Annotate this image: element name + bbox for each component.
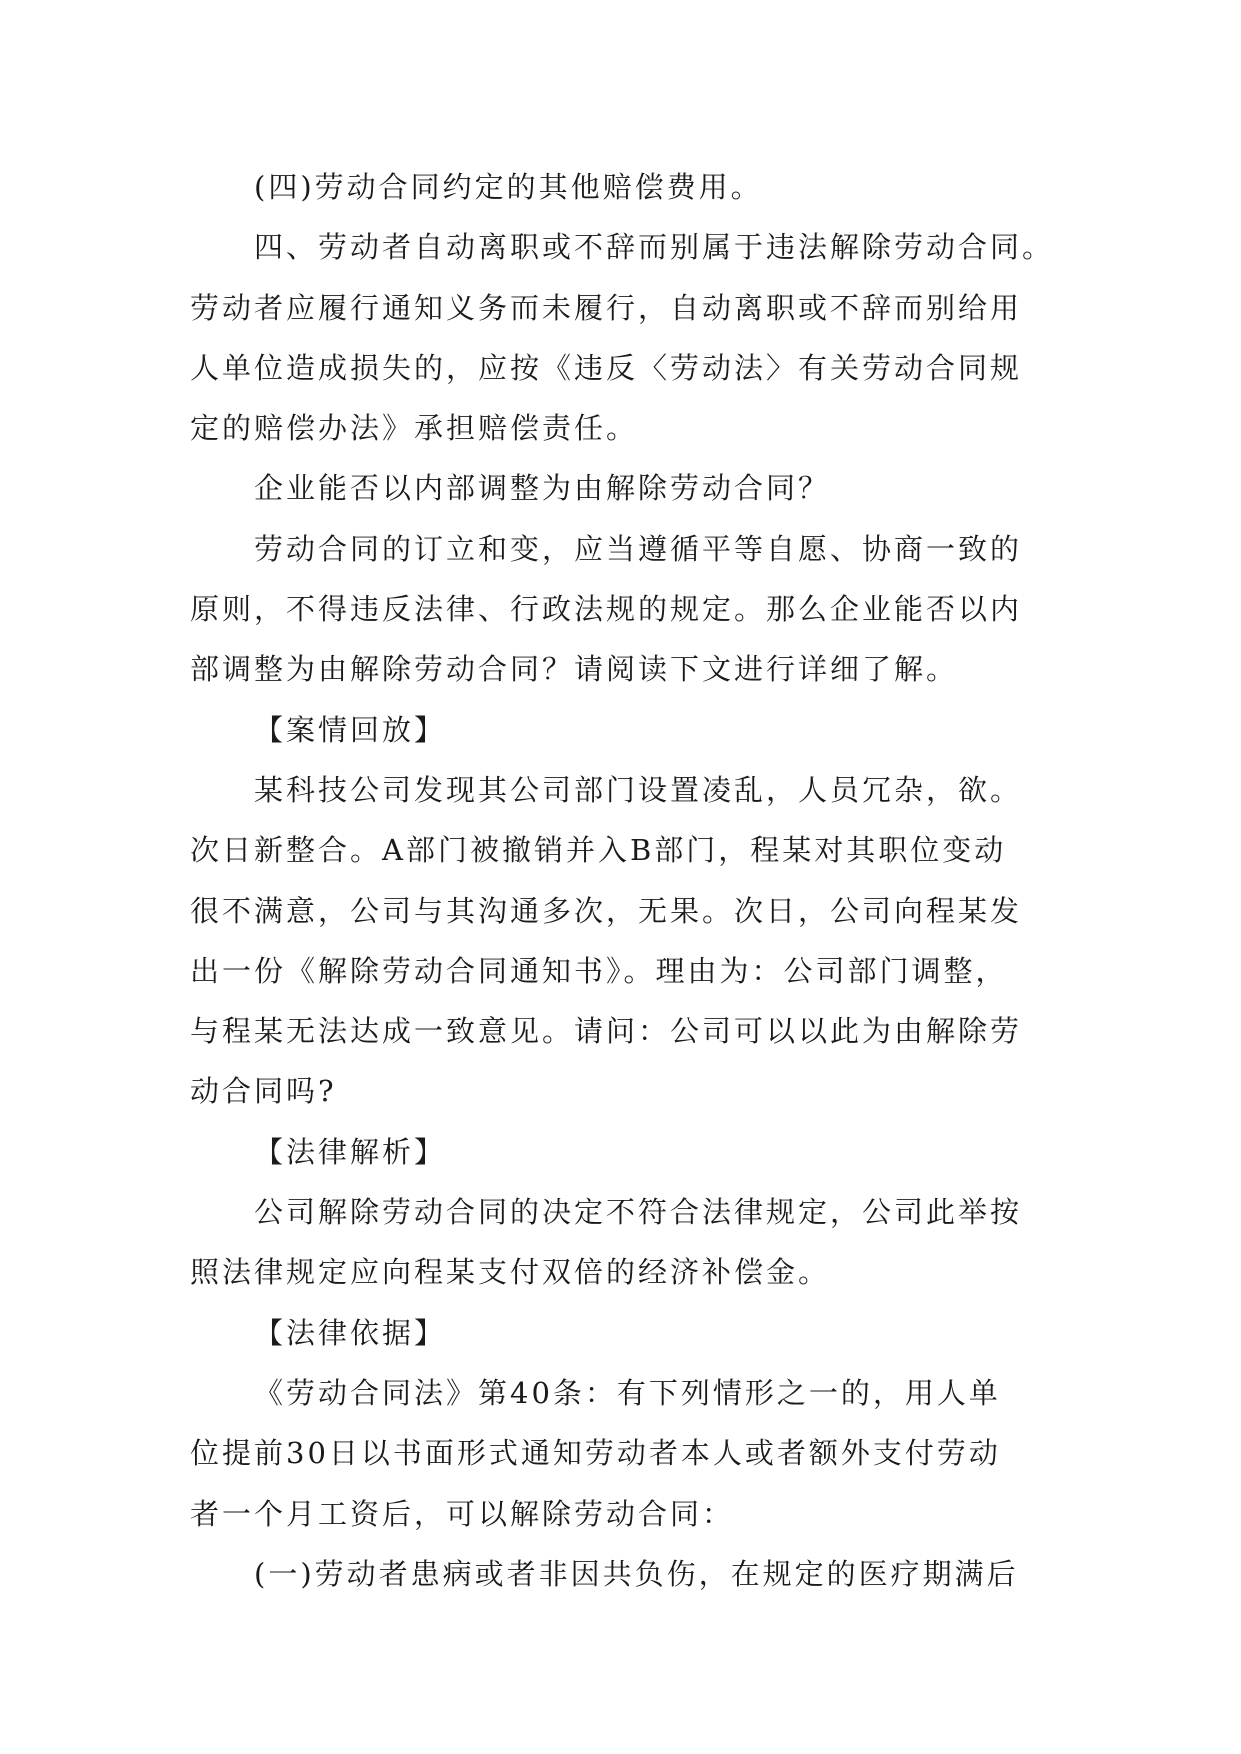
- question-heading: 企业能否以内部调整为由解除劳动合同？: [254, 471, 831, 506]
- text-line: 定的赔偿办法》承担赔偿责任。: [190, 411, 639, 446]
- text-line: 部调整为由解除劳动合同？请阅读下文进行详细了解。: [190, 652, 959, 687]
- section-heading-basis: 【法律依据】: [254, 1315, 447, 1350]
- section-heading-analysis: 【法律解析】: [254, 1134, 447, 1169]
- section-heading-case: 【案情回放】: [254, 712, 447, 747]
- text-line: 很不满意，公司与其沟通多次，无果。次日，公司向程某发: [190, 893, 1023, 928]
- document-body: [190, 157, 1095, 1604]
- text-line: 人单位造成损失的，应按《违反〈劳动法〉有关劳动合同规: [190, 350, 1023, 385]
- text-line: (四)劳动合同约定的其他赔偿费用。: [254, 170, 763, 204]
- text-line: 某科技公司发现其公司部门设置凌乱，人员冗杂，欲。: [254, 772, 1023, 807]
- text-line: 动合同吗?: [190, 1074, 337, 1109]
- text-line: 劳动合同的订立和变，应当遵循平等自愿、协商一致的: [254, 531, 1023, 566]
- text-line: 公司解除劳动合同的决定不符合法律规定，公司此举按: [254, 1195, 1023, 1230]
- text-line: (一)劳动者患病或者非因共负伤，在规定的医疗期满后: [254, 1556, 1019, 1591]
- text-line: 《劳动合同法》第40条：有下列情形之一的，用人单: [254, 1375, 1001, 1410]
- text-line: 原则，不得违反法律、行政法规的规定。那么企业能否以内: [190, 592, 1023, 627]
- text-line: 与程某无法达成一致意见。请问：公司可以以此为由解除劳: [190, 1014, 1023, 1049]
- text-line: 者一个月工资后，可以解除劳动合同：: [190, 1496, 735, 1531]
- text-line: 四、劳动者自动离职或不辞而别属于违法解除劳动合同。: [254, 230, 1055, 265]
- text-line: 次日新整合。A部门被撤销并入B部门，程某对其职位变动: [190, 833, 1007, 868]
- text-line: 出一份《解除劳动合同通知书》。理由为：公司部门调整，: [190, 953, 1008, 988]
- text-line: 劳动者应履行通知义务而未履行，自动离职或不辞而别给用: [190, 290, 1023, 325]
- text-line: 照法律规定应向程某支付双倍的经济补偿金。: [190, 1255, 831, 1290]
- text-line: 位提前30日以书面形式通知劳动者本人或者额外支付劳动: [190, 1436, 1001, 1471]
